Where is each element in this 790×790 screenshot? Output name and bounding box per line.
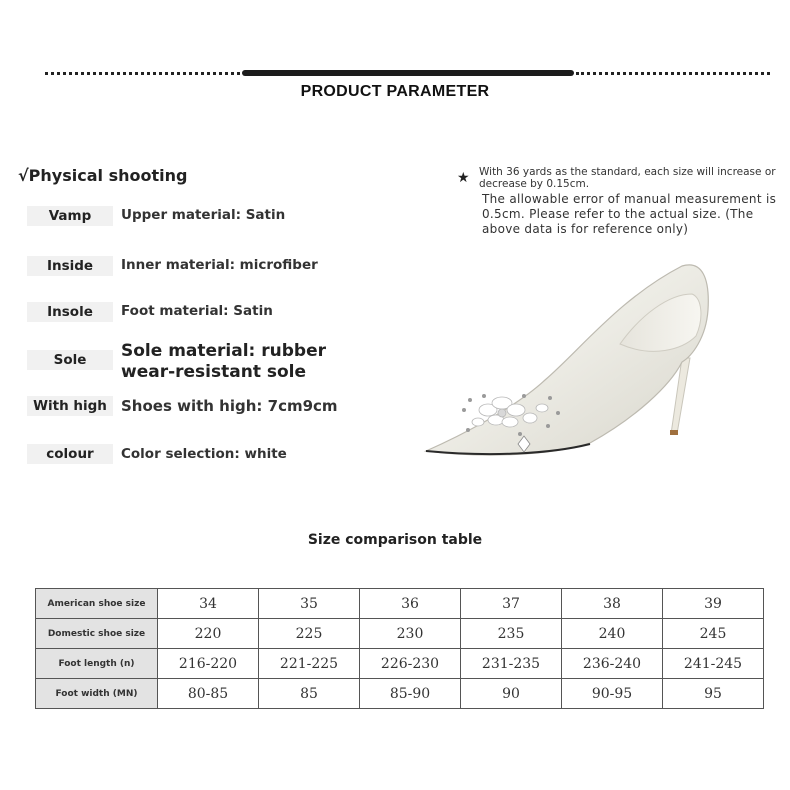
table-cell: 236-240: [562, 649, 663, 679]
measurement-note: The allowable error of manual measurement is 0.5cm. Please refer to the actual size. (The above data is for reference only): [482, 192, 777, 236]
section-title: √Physical shooting: [18, 166, 188, 185]
row-header: American shoe size: [36, 589, 158, 619]
table-cell: 95: [663, 679, 764, 709]
table-cell: 235: [461, 619, 562, 649]
size-table-title: Size comparison table: [307, 532, 483, 548]
table-row: [36, 619, 764, 649]
table-row: [36, 649, 764, 679]
table-cell: 34: [158, 589, 259, 619]
table-cell: 37: [461, 589, 562, 619]
table-cell: 85: [259, 679, 360, 709]
table-cell: 231-235: [461, 649, 562, 679]
table-cell: 225: [259, 619, 360, 649]
param-value-inside: Inner material: microfiber: [121, 257, 318, 273]
param-label-vamp: Vamp: [27, 206, 113, 226]
param-label-height: With high: [27, 396, 113, 416]
table-cell: 90-95: [562, 679, 663, 709]
param-label-colour: colour: [27, 444, 113, 464]
header-dotted-rule-left: [45, 72, 240, 75]
table-cell: 226-230: [360, 649, 461, 679]
star-icon: ★: [457, 170, 470, 186]
table-cell: 216-220: [158, 649, 259, 679]
row-header: Foot width (MN): [36, 679, 158, 709]
size-note: With 36 yards as the standard, each size will increase or decrease by 0.15cm.: [479, 166, 776, 190]
header-bar: [242, 70, 574, 76]
table-cell: 240: [562, 619, 663, 649]
table-cell: 80-85: [158, 679, 259, 709]
table-cell: 245: [663, 619, 764, 649]
table-cell: 36: [360, 589, 461, 619]
param-value-colour: Color selection: white: [121, 446, 287, 462]
header-dotted-rule-right: [576, 72, 770, 75]
table-row: [36, 679, 764, 709]
table-cell: 220: [158, 619, 259, 649]
table-cell: 221-225: [259, 649, 360, 679]
table-cell: 39: [663, 589, 764, 619]
table-cell: 230: [360, 619, 461, 649]
page-title: PRODUCT PARAMETER: [300, 83, 490, 100]
param-label-inside: Inside: [27, 256, 113, 276]
size-table: [35, 588, 764, 709]
table-cell: 90: [461, 679, 562, 709]
table-cell: 85-90: [360, 679, 461, 709]
param-label-sole: Sole: [27, 350, 113, 370]
row-header: Domestic shoe size: [36, 619, 158, 649]
table-cell: 241-245: [663, 649, 764, 679]
param-label-insole: Insole: [27, 302, 113, 322]
table-row: [36, 589, 764, 619]
shoe-image: [420, 258, 720, 463]
table-cell: 38: [562, 589, 663, 619]
row-header: Foot length (n): [36, 649, 158, 679]
param-value-vamp: Upper material: Satin: [121, 207, 286, 223]
param-value-sole: Sole material: rubber wear-resistant sole: [121, 341, 327, 382]
param-value-insole: Foot material: Satin: [121, 303, 273, 319]
param-value-height: Shoes with high: 7cm9cm: [121, 397, 338, 415]
table-cell: 35: [259, 589, 360, 619]
